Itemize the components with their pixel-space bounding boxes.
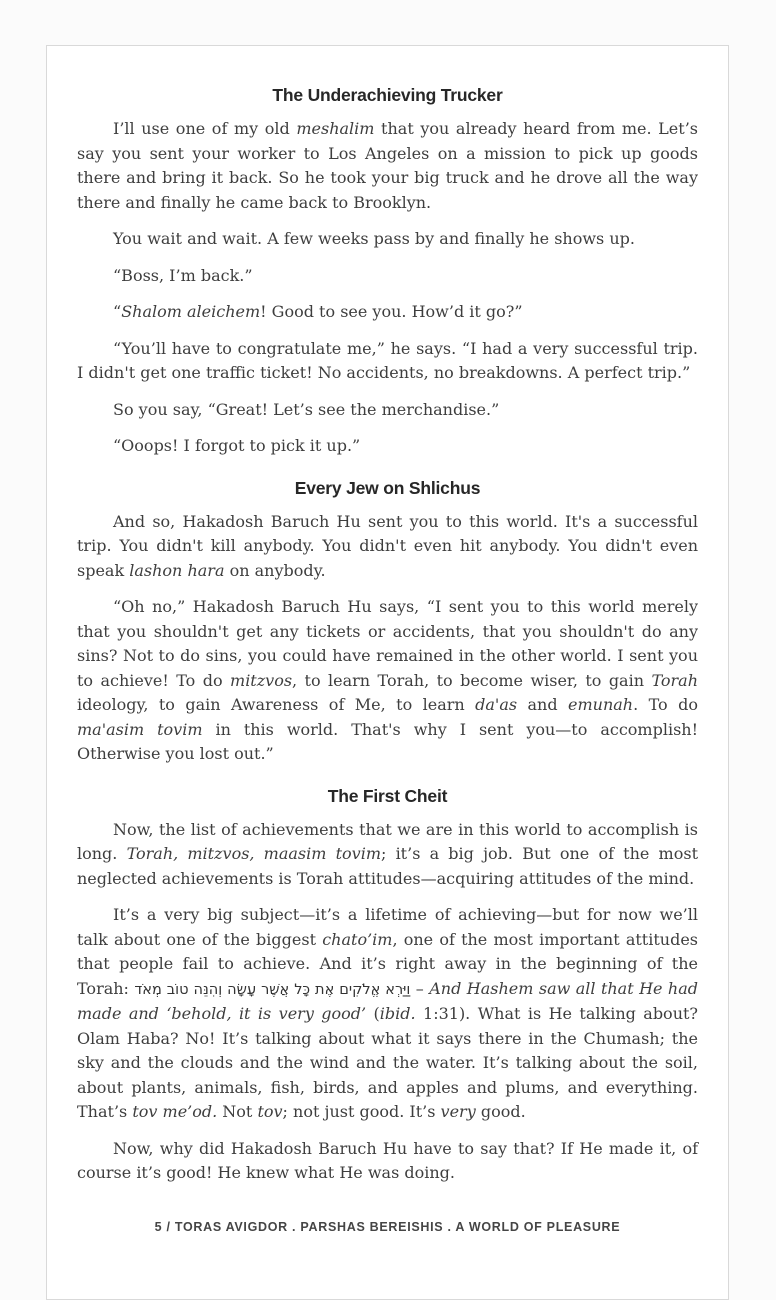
paragraph (77, 264, 698, 289)
paragraph (77, 510, 698, 584)
text-run: that you already heard from me. Let’s say you sent your worker to Los Angeles on a mission to pick up goods there and bring it back. So he took your big truck and he drove all the way there and finally he came back to Brooklyn. (77, 119, 698, 212)
paragraph (77, 903, 698, 1125)
page-card (46, 45, 729, 1300)
italic-text-run: Shalom aleichem (121, 302, 261, 321)
italic-text-run: emunah (568, 695, 634, 714)
paragraph (77, 818, 698, 892)
text-run: , to learn Torah, to become wiser, to gain (292, 670, 652, 690)
document-body (77, 85, 698, 1186)
text-run: ( (366, 1004, 380, 1023)
text-run: You wait and wait. A few weeks pass by and finally he shows up. (113, 229, 635, 248)
paragraph (77, 227, 698, 252)
text-run: I’ll use one of my old (113, 119, 297, 138)
italic-text-run: chato’im (322, 929, 393, 949)
italic-text-run: very (440, 1102, 476, 1121)
italic-text-run: lashon hara (129, 560, 225, 580)
italic-text-run: Torah, mitzvos, maasim tovim (126, 844, 381, 863)
text-run: ideology, to gain Awareness of Me, to learn (77, 695, 476, 714)
italic-text-run: Torah (651, 670, 698, 690)
italic-text-run: ma'asim tovim (77, 719, 203, 739)
text-run: on anybody. (224, 560, 326, 580)
paragraph (77, 1137, 698, 1186)
paragraph (77, 595, 698, 767)
text-run: Now, the list of achievements that we are in this world to accomplish is long. (77, 819, 698, 863)
text-run: Now, why did Hakadosh Baruch Hu have to say that? If He made it, of course it’s good! He knew what He was doing. (77, 1138, 698, 1182)
italic-text-run: da'as (475, 695, 518, 714)
paragraph (77, 434, 698, 459)
paragraph (77, 337, 698, 386)
italic-text-run: meshalim (296, 119, 375, 138)
text-run: ! Good to see you. How’d it go?” (260, 302, 523, 321)
paragraph (77, 398, 698, 423)
italic-text-run: tov (257, 1102, 283, 1121)
section-heading: The First Cheit (327, 785, 448, 806)
paragraph (77, 300, 698, 325)
text-run: And so, Hakadosh Baruch Hu sent you to this world. It's a successful trip. You didn't kill anybody. You didn't even hit anybody. You didn't even speak (77, 511, 698, 580)
text-run: “Boss, I’m back.” (113, 265, 253, 285)
page-footer: 5 / TORAS AVIGDOR . PARSHAS BEREISHIS . A WORLD OF PLEASURE (154, 1219, 621, 1234)
paragraph (77, 117, 698, 215)
text-run: . To do (633, 695, 698, 714)
text-run: ; not just good. It’s (282, 1102, 441, 1121)
text-run: – (410, 978, 430, 998)
text-run: 1:31). What is He talking about? Olam Haba? No! It’s talking about what it says there in the Chumash; the sky and the clouds and the wind and the water. It’s talking about the soil, about plants, animals, fish, birds, and apples and plums, and everything. That’s (77, 1004, 699, 1121)
italic-text-run: And Hashem saw all that He had made and ‘behold, it is very good’ (77, 978, 699, 1023)
text-run: , one of the most important attitudes that people fail to achieve. And it’s right away in the beginning of the Torah: (77, 929, 698, 998)
italic-text-run: mitzvos (230, 670, 293, 690)
text-run: in this world. That's why I sent you—to accomplish! Otherwise you lost out.” (77, 719, 699, 763)
text-run: “You’ll have to congratulate me,” he says. “I had a very successful trip. I didn't get one traffic ticket! No accidents, no breakdowns. A perfect trip.” (77, 338, 698, 382)
section-heading: The Underachieving Trucker (272, 85, 503, 105)
hebrew-text-run: וַיַּרְא אֱלֹקִים אֶת כָּל אֲשֶׁר עָשָׂה וְהִנֵּה טוֹב מְאֹד (134, 981, 411, 998)
section-heading: Every Jew on Shlichus (294, 477, 481, 498)
italic-text-run: tov me’od. (132, 1102, 218, 1121)
text-run: Not (217, 1102, 258, 1121)
text-run: “ (113, 302, 122, 321)
text-run: good. (475, 1102, 526, 1121)
text-run: “Oh no,” Hakadosh Baruch Hu says, “I sent you to this world merely that you shouldn't get any tickets or accidents, that you shouldn't do any sins? Not to do sins, you could have remained in the other world. I sent you to achieve! To do (77, 597, 698, 690)
text-run: So you say, “Great! Let’s see the merchandise.” (113, 399, 500, 419)
text-run: and (517, 695, 569, 714)
text-run: ; it’s a big job. But one of the most neglected achievements is Torah attitudes—acquiring attitudes of the mind. (77, 844, 699, 888)
italic-text-run: ibid. (379, 1004, 416, 1023)
text-run: “Ooops! I forgot to pick it up.” (113, 436, 361, 455)
text-run: It’s a very big subject—it’s a lifetime of achieving—but for now we’ll talk about one of the biggest (77, 905, 698, 949)
